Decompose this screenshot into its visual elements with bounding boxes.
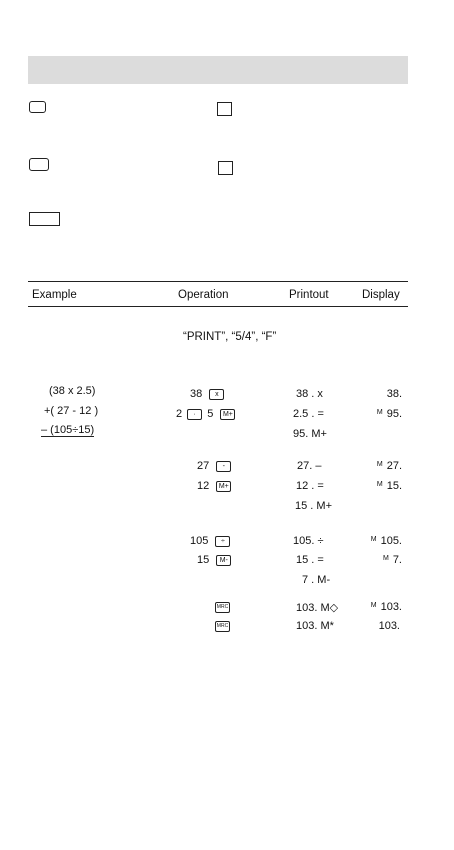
key-icon-2: [217, 102, 232, 116]
printout-row-6: 15 . M+: [295, 500, 332, 512]
multiply-key-icon: x: [209, 389, 224, 400]
display-value: 95.: [386, 408, 402, 420]
operand: 38: [190, 388, 203, 400]
display-value: 15.: [386, 480, 402, 492]
m-minus-key-icon: M-: [216, 555, 231, 566]
display-row-10: [350, 601, 402, 613]
printout-row-8: 15 . =: [296, 554, 324, 566]
operand: 27: [197, 460, 210, 472]
display-value: 27.: [386, 460, 402, 472]
mrc-key-icon: MRC: [215, 621, 230, 632]
display-row-8: [350, 554, 402, 566]
col-example-header: Example: [32, 289, 77, 301]
printout-row-11: 103. M*: [296, 620, 334, 632]
display-value: 103.: [378, 620, 400, 632]
key-icon-4: [218, 161, 233, 175]
memory-indicator: M: [370, 602, 377, 609]
key-icon-3: [29, 158, 49, 171]
mode-settings-note: “PRINT”, “5/4”, “F”: [183, 331, 277, 343]
operand: 2: [176, 408, 183, 420]
operation-row-8: [197, 554, 231, 566]
m-plus-key-icon: M+: [220, 409, 235, 420]
operation-row-1: [190, 388, 224, 400]
memory-indicator: M: [376, 481, 383, 488]
operand: 15: [197, 554, 210, 566]
operation-row-2: [176, 408, 235, 420]
col-display-header: Display: [362, 289, 400, 301]
printout-row-5: 12 . =: [296, 480, 324, 492]
display-value: 38.: [386, 388, 402, 400]
printout-row-10: 103. M◇: [296, 602, 339, 614]
memory-indicator: M: [382, 555, 389, 562]
example-line-1: (38 x 2.5): [49, 385, 96, 397]
printout-row-1: 38 . x: [296, 388, 323, 400]
display-value: 7.: [392, 554, 402, 566]
operand: 12: [197, 480, 210, 492]
printout-row-2: 2.5 . =: [293, 408, 324, 420]
key-icon-1: [29, 101, 46, 113]
printout-row-4: 27. –: [297, 460, 322, 472]
memory-indicator: M: [376, 409, 383, 416]
operation-row-5: [197, 480, 231, 492]
printout-row-7: 105. ÷: [293, 535, 324, 547]
example-line-3: – (105÷15): [41, 424, 95, 436]
printout-row-3: 95. M+: [293, 428, 327, 440]
key-icon-5: [29, 212, 60, 226]
display-value: 105.: [380, 535, 402, 547]
display-row-2: [350, 408, 402, 420]
operand: 105: [190, 535, 209, 547]
mrc-key-icon: MRC: [215, 602, 230, 613]
col-printout-header: Printout: [289, 289, 329, 301]
operation-row-7: [190, 535, 230, 547]
memory-indicator: M: [376, 461, 383, 468]
table-header-rule: [28, 306, 408, 307]
m-plus-key-icon: M+: [216, 481, 231, 492]
table-top-rule: [28, 281, 408, 282]
display-value: 103.: [380, 601, 402, 613]
display-row-1: [370, 388, 402, 400]
display-row-5: [350, 480, 402, 492]
printout-row-9: 7 . M-: [302, 574, 331, 586]
operand: 5: [207, 408, 214, 420]
section-header-band: [28, 56, 408, 84]
operation-row-4: [197, 460, 231, 472]
operation-row-11: [211, 620, 230, 632]
example-line-2: +( 27 - 12 ): [44, 405, 99, 417]
minus-key-icon: -: [216, 461, 231, 472]
operation-row-10: [211, 601, 230, 613]
display-row-7: [350, 535, 402, 547]
divide-key-icon: ÷: [215, 536, 230, 547]
col-operation-header: Operation: [178, 289, 229, 301]
memory-indicator: M: [370, 536, 377, 543]
display-row-11: [350, 620, 400, 632]
display-row-4: [350, 460, 402, 472]
decimal-key-icon: ·: [187, 409, 202, 420]
